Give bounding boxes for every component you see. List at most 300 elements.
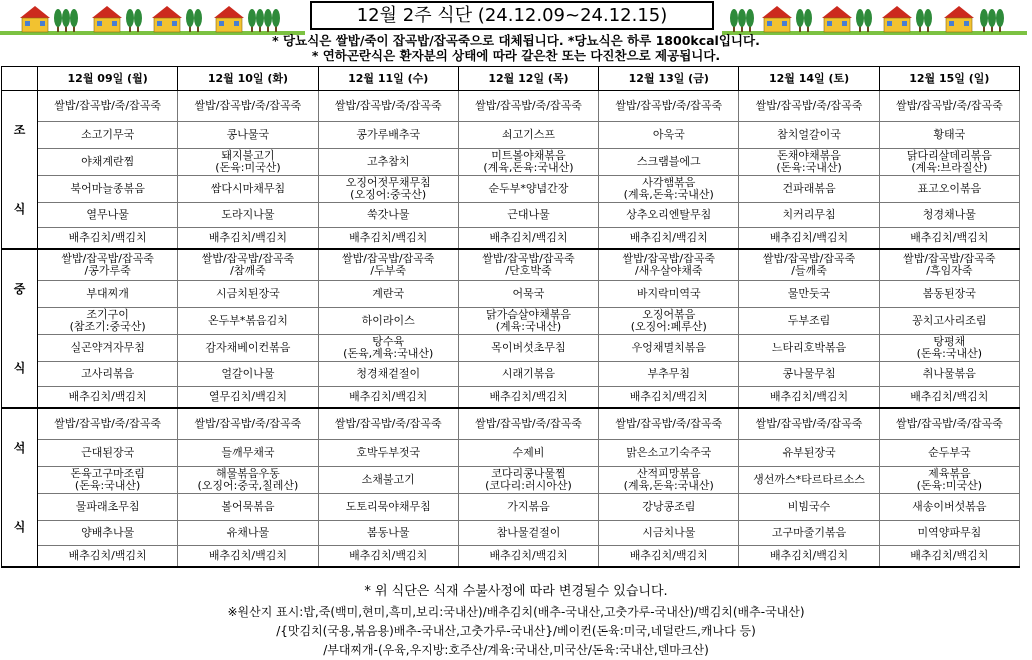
menu-item-text: 계란국	[372, 287, 405, 300]
house-icon	[882, 6, 912, 32]
menu-item-text: (코다리:러시아산)	[485, 479, 572, 492]
menu-item-text: 쌀밥/잡곡밥/잡곡죽	[341, 252, 435, 265]
day-header: 12월 12일 (목)	[458, 67, 598, 91]
menu-cell	[739, 149, 879, 176]
menu-cell	[178, 249, 318, 281]
menu-item-text: 쌀밥/잡곡밥/죽/잡곡죽	[755, 99, 863, 112]
meal-row	[2, 362, 1020, 387]
day-header: 12월 09일 (월)	[38, 67, 178, 91]
menu-item-text: 쌀밥/잡곡밥/죽/잡곡죽	[615, 417, 723, 430]
menu-cell	[739, 494, 879, 521]
meal-label	[2, 91, 38, 250]
menu-item-text: 부추무침	[647, 367, 691, 380]
menu-item-text: 상추오리엔탈무침	[626, 208, 712, 221]
menu-item-text: 시금치된장국	[216, 287, 280, 300]
tree-icon	[796, 9, 804, 32]
menu-cell	[739, 122, 879, 149]
meal-row	[2, 228, 1020, 250]
menu-cell	[178, 203, 318, 228]
menu-cell	[599, 494, 739, 521]
menu-item-text: 목이버섯초무침	[491, 341, 566, 354]
menu-item-text: 맑은소고기숙주국	[626, 446, 712, 459]
menu-item-text: 비빔국수	[787, 500, 831, 513]
menu-item-text: 쌀밥/잡곡밥/잡곡죽	[61, 252, 154, 265]
menu-item-text: (오징어:페루산)	[630, 320, 707, 333]
menu-item-text: 배추김치/백김치	[489, 231, 568, 244]
meal-label-top: 조	[13, 123, 26, 138]
menu-item-text: 쌀밥/잡곡밥/죽/잡곡죽	[895, 417, 1003, 430]
notice-diabetic: * 당뇨식은 쌀밥/죽이 잡곡밥/잡곡죽으로 대체됩니다. *당뇨식은 하루 1800kcal입니다.	[272, 33, 760, 48]
menu-cell	[599, 249, 739, 281]
menu-cell	[38, 521, 178, 546]
menu-cell	[318, 308, 458, 335]
menu-item-text: (돈육:미국산)	[916, 479, 983, 492]
menu-cell	[38, 91, 178, 122]
menu-item-text: 쇠고기스프	[501, 128, 556, 141]
menu-item-text: 참치얼갈이국	[777, 128, 841, 141]
menu-item-text: 쌀밥/잡곡밥/죽/잡곡죽	[334, 417, 442, 430]
house-icon	[92, 6, 122, 32]
menu-table	[1, 66, 1020, 568]
menu-item-text: 근대된장국	[81, 446, 135, 459]
menu-item-text: 소채불고기	[361, 473, 415, 486]
menu-item-text: 표고오이볶음	[917, 182, 982, 195]
menu-item-text: 새송이버섯볶음	[912, 500, 987, 513]
menu-item-text: 탕평채	[933, 335, 966, 348]
menu-item-text: 배추김치/백김치	[910, 549, 989, 562]
menu-item-text: 어묵국	[512, 287, 545, 300]
meal-row	[2, 91, 1020, 122]
house-icon	[762, 6, 792, 32]
menu-item-text: 쌀밥/잡곡밥/죽/잡곡죽	[334, 99, 442, 112]
menu-cell	[178, 467, 318, 494]
menu-item-text: 배추김치/백김치	[629, 549, 708, 562]
menu-item-text: 제육볶음	[928, 467, 971, 480]
menu-item-text: 봄동나물	[366, 526, 410, 539]
menu-item-text: 쌀밥/잡곡밥/죽/잡곡죽	[475, 99, 582, 112]
meal-row	[2, 281, 1020, 308]
menu-item-text: 물파래초무침	[75, 500, 140, 513]
house-icon	[822, 6, 852, 32]
menu-cell	[38, 362, 178, 387]
menu-cell	[879, 176, 1019, 203]
menu-item-text: 청경채나물	[922, 208, 976, 221]
menu-item-text: 콩나물무침	[782, 367, 836, 380]
tree-icon	[996, 9, 1004, 32]
menu-item-text: 배추김치/백김치	[68, 231, 147, 244]
menu-cell	[599, 362, 739, 387]
menu-item-text: 호박두부젓국	[356, 446, 421, 459]
menu-item-text: /참깨죽	[230, 264, 266, 277]
menu-item-text: (오징어:중국산)	[350, 188, 427, 201]
menu-item-text: 배추김치/백김치	[349, 390, 428, 403]
meal-label-top: 석	[13, 441, 26, 456]
menu-item-text: /단호박죽	[505, 264, 552, 277]
day-header: 12월 13일 (금)	[599, 67, 739, 91]
tree-icon	[194, 9, 202, 32]
menu-item-text: 얼갈이나물	[221, 367, 275, 380]
menu-cell	[178, 122, 318, 149]
menu-cell	[879, 281, 1019, 308]
menu-cell	[318, 149, 458, 176]
menu-cell	[318, 521, 458, 546]
menu-item-text: 콩가루배추국	[356, 128, 421, 141]
tree-icon	[988, 9, 996, 32]
menu-item-text: 참나물겉절이	[496, 526, 561, 539]
menu-cell	[458, 335, 598, 362]
menu-item-text: 쌀밥/잡곡밥/잡곡죽	[903, 252, 996, 265]
meal-row	[2, 387, 1020, 409]
menu-cell	[318, 335, 458, 362]
menu-item-text: 유채나물	[226, 526, 270, 539]
menu-item-text: 소고기무국	[81, 128, 135, 141]
menu-item-text: 청경채겉절이	[356, 367, 421, 380]
menu-cell	[458, 176, 598, 203]
meal-row	[2, 122, 1020, 149]
menu-cell	[38, 494, 178, 521]
menu-cell	[879, 149, 1019, 176]
menu-cell	[739, 335, 879, 362]
menu-cell	[458, 308, 598, 335]
menu-item-text: (돈육:국내산)	[74, 479, 141, 492]
menu-cell	[739, 203, 879, 228]
menu-item-text: 두부조림	[787, 314, 831, 327]
menu-cell	[458, 494, 598, 521]
tree-icon	[54, 9, 62, 32]
menu-cell	[739, 281, 879, 308]
menu-cell	[599, 546, 739, 568]
menu-cell	[38, 440, 178, 467]
menu-item-text: 사각햄볶음	[642, 176, 696, 189]
menu-item-text: 배추김치/백김치	[68, 549, 147, 562]
menu-cell	[879, 308, 1019, 335]
menu-item-text: 쌀밥/잡곡밥/잡곡죽	[201, 252, 295, 265]
menu-item-text: 닭다리살데리볶음	[906, 149, 992, 162]
day-header: 12월 11일 (수)	[318, 67, 458, 91]
menu-item-text: (계육:국내산)	[495, 320, 562, 333]
menu-cell	[318, 281, 458, 308]
meal-label	[2, 408, 38, 567]
menu-cell	[879, 335, 1019, 362]
menu-item-text: 시금치나물	[642, 526, 696, 539]
menu-cell	[318, 228, 458, 250]
menu-cell	[318, 203, 458, 228]
tree-icon	[62, 9, 70, 32]
menu-item-text: 배추김치/백김치	[770, 390, 849, 403]
menu-item-text: 황태국	[933, 128, 966, 141]
meal-row	[2, 521, 1020, 546]
menu-cell	[458, 228, 598, 250]
tree-icon	[730, 9, 738, 32]
menu-item-text: /새우살야채죽	[635, 264, 703, 277]
menu-item-text: (참조기:중국산)	[69, 320, 146, 333]
menu-item-text: 배추김치/백김치	[208, 549, 287, 562]
menu-cell	[458, 467, 598, 494]
meal-label-bottom: 식	[13, 201, 26, 216]
menu-item-text: 북어마늘종볶음	[70, 182, 145, 195]
menu-cell	[739, 308, 879, 335]
meal-row	[2, 149, 1020, 176]
menu-cell	[458, 440, 598, 467]
menu-item-text: 바지락미역국	[636, 287, 701, 300]
menu-cell	[599, 335, 739, 362]
menu-item-text: 닭가슴살야채볶음	[485, 308, 571, 321]
menu-cell	[178, 308, 318, 335]
tree-icon	[804, 9, 812, 32]
menu-item-text: 온두부*볶음김치	[207, 314, 288, 327]
menu-cell	[458, 122, 598, 149]
menu-item-text: 쑥갓나물	[366, 208, 410, 221]
tree-icon	[856, 9, 864, 32]
footer-origin-line: ※원산지 표시:밥,죽(백미,현미,흑미,보리:국내산)/배추김치(배추-국내산,고춧가루-국내산)/백김치(배추-국내산)	[227, 605, 805, 619]
tree-icon	[126, 9, 134, 32]
menu-cell	[739, 176, 879, 203]
menu-cell	[38, 122, 178, 149]
menu-item-text: 조기구이	[86, 308, 129, 321]
tree-icon	[248, 9, 256, 32]
notice-dysphagia: * 연하곤란식은 환자분의 상태에 따라 갈은찬 또는 다진찬으로 제공됩니다.	[311, 48, 721, 63]
menu-cell	[458, 362, 598, 387]
menu-item-text: 배추김치/백김치	[68, 390, 147, 403]
menu-cell	[599, 176, 739, 203]
menu-item-text: 스크램블에그	[636, 155, 701, 168]
menu-item-text: 치커리무침	[782, 208, 836, 221]
menu-item-text: 배추김치/백김치	[770, 231, 849, 244]
meal-row	[2, 176, 1020, 203]
menu-item-text: 미트볼야채볶음	[491, 149, 566, 162]
menu-item-text: 배추김치/백김치	[910, 231, 989, 244]
menu-cell	[178, 387, 318, 409]
menu-cell	[739, 249, 879, 281]
footer-origin-line: /부대찌개-(우육,우지방:호주산/계육:국내산,미국산/돈육:국내산,덴마크산)	[323, 643, 709, 657]
menu-item-text: 쌀밥/잡곡밥/죽/잡곡죽	[54, 417, 162, 430]
menu-item-text: (돈육:국내산)	[776, 161, 842, 174]
menu-cell	[178, 228, 318, 250]
menu-item-text: 쌀밥/잡곡밥/죽/잡곡죽	[54, 99, 162, 112]
menu-item-text: 쌀밥/잡곡밥/잡곡죽	[762, 252, 856, 265]
menu-item-text: 배추김치/백김치	[349, 231, 428, 244]
menu-cell	[458, 91, 598, 122]
menu-item-text: 부대찌개	[86, 287, 129, 300]
menu-item-text: 꽁치고사리조림	[912, 314, 987, 327]
menu-cell	[739, 362, 879, 387]
menu-item-text: /들깨죽	[791, 264, 827, 277]
meal-row	[2, 249, 1020, 281]
menu-item-text: (계육,돈육:국내산)	[623, 479, 714, 492]
menu-cell	[599, 149, 739, 176]
tree-icon	[256, 9, 264, 32]
menu-cell	[178, 362, 318, 387]
menu-cell	[599, 408, 739, 440]
menu-item-text: 배추김치/백김치	[208, 231, 287, 244]
menu-item-text: 배추김치/백김치	[489, 390, 568, 403]
meal-row	[2, 546, 1020, 568]
menu-cell	[38, 546, 178, 568]
menu-cell	[318, 362, 458, 387]
menu-cell	[879, 362, 1019, 387]
menu-item-text: 쌈다시마채무침	[210, 182, 286, 195]
menu-cell	[879, 494, 1019, 521]
menu-item-text: 봄동된장국	[922, 287, 976, 300]
menu-cell	[879, 546, 1019, 568]
tree-icon	[916, 9, 924, 32]
menu-cell	[739, 546, 879, 568]
menu-cell	[739, 521, 879, 546]
menu-item-text: 수제비	[512, 446, 545, 459]
menu-cell	[739, 440, 879, 467]
menu-item-text: 느타리호박볶음	[771, 341, 847, 354]
menu-cell	[318, 91, 458, 122]
menu-cell	[458, 249, 598, 281]
day-header: 12월 15일 (일)	[879, 67, 1019, 91]
menu-item-text: 가지볶음	[507, 500, 550, 513]
menu-item-text: 오징어볶음	[642, 308, 696, 321]
menu-cell	[178, 546, 318, 568]
menu-cell	[599, 203, 739, 228]
menu-item-text: 쌀밥/잡곡밥/잡곡죽	[622, 252, 715, 265]
menu-cell	[38, 308, 178, 335]
menu-cell	[458, 387, 598, 409]
menu-cell	[879, 387, 1019, 409]
menu-item-text: 배추김치/백김치	[629, 231, 708, 244]
menu-item-text: 배추김치/백김치	[349, 549, 428, 562]
menu-item-text: 고사리볶음	[81, 367, 135, 380]
menu-cell	[879, 203, 1019, 228]
menu-item-text: 양배추나물	[81, 526, 135, 539]
day-header-row	[2, 67, 1020, 91]
menu-item-text: 우엉채멸치볶음	[631, 341, 706, 354]
menu-item-text: 순두부*양념간장	[488, 182, 569, 195]
tree-icon	[272, 9, 280, 32]
menu-cell	[739, 408, 879, 440]
menu-cell	[38, 335, 178, 362]
menu-item-text: 산적피망볶음	[636, 467, 701, 480]
menu-item-text: 고구마줄기볶음	[771, 526, 847, 539]
menu-cell	[178, 440, 318, 467]
menu-cell	[458, 149, 598, 176]
menu-cell	[879, 91, 1019, 122]
menu-cell	[38, 387, 178, 409]
house-icon	[214, 6, 244, 32]
menu-cell	[879, 122, 1019, 149]
menu-item-text: 돈채야채볶음	[777, 149, 841, 162]
menu-cell	[318, 408, 458, 440]
menu-item-text: 코다리콩나물찜	[491, 467, 566, 480]
menu-cell	[318, 467, 458, 494]
menu-item-text: 야채계란찜	[81, 155, 135, 168]
menu-item-text: 쌀밥/잡곡밥/죽/잡곡죽	[475, 417, 582, 430]
menu-cell	[599, 440, 739, 467]
menu-cell	[739, 387, 879, 409]
menu-item-text: 열무나물	[86, 208, 129, 221]
meal-row	[2, 308, 1020, 335]
menu-item-text: 쌀밥/잡곡밥/죽/잡곡죽	[755, 417, 863, 430]
menu-item-text: 쌀밥/잡곡밥/잡곡죽	[482, 252, 575, 265]
menu-item-text: (돈육:미국산)	[215, 161, 281, 174]
menu-cell	[739, 91, 879, 122]
menu-item-text: 쌀밥/잡곡밥/죽/잡곡죽	[194, 417, 302, 430]
menu-item-text: 하이라이스	[361, 314, 415, 327]
menu-item-text: 쌀밥/잡곡밥/죽/잡곡죽	[194, 99, 302, 112]
menu-item-text: 도라지나물	[221, 208, 275, 221]
menu-item-text: (돈육,계육:국내산)	[343, 347, 434, 360]
menu-item-text: (돈육:국내산)	[916, 347, 983, 360]
meal-row	[2, 467, 1020, 494]
menu-item-text: 들깨무채국	[221, 446, 275, 459]
menu-item-text: /흑임자죽	[926, 264, 973, 277]
menu-cell	[879, 467, 1019, 494]
menu-item-text: 고추참치	[366, 155, 410, 168]
menu-item-text: 배추김치/백김치	[489, 549, 568, 562]
meal-row	[2, 440, 1020, 467]
meal-row	[2, 335, 1020, 362]
tree-icon	[186, 9, 194, 32]
menu-cell	[879, 440, 1019, 467]
menu-cell	[739, 228, 879, 250]
menu-cell	[599, 521, 739, 546]
menu-cell	[739, 467, 879, 494]
menu-cell	[879, 408, 1019, 440]
menu-cell	[458, 281, 598, 308]
menu-cell	[38, 408, 178, 440]
menu-item-text: 실곤약겨자무침	[70, 341, 145, 354]
menu-cell	[318, 494, 458, 521]
menu-cell	[879, 249, 1019, 281]
house-icon	[152, 6, 182, 32]
menu-item-text: 취나물볶음	[922, 367, 976, 380]
menu-cell	[879, 228, 1019, 250]
menu-item-text: 시래기볶음	[501, 367, 556, 380]
menu-cell	[458, 546, 598, 568]
menu-item-text: 돼지불고기	[221, 149, 275, 162]
tree-icon	[134, 9, 142, 32]
menu-cell	[458, 408, 598, 440]
menu-item-text: 볼어묵볶음	[221, 500, 275, 513]
menu-item-text: 열무김치/백김치	[208, 390, 287, 403]
menu-cell	[38, 176, 178, 203]
menu-cell	[318, 546, 458, 568]
menu-cell	[599, 387, 739, 409]
menu-cell	[879, 521, 1019, 546]
menu-item-text: 근대나물	[507, 208, 550, 221]
meal-row	[2, 494, 1020, 521]
tree-icon	[864, 9, 872, 32]
footer-change-notice: * 위 식단은 식재 수불사정에 따라 변경될수 있습니다.	[364, 584, 668, 599]
menu-item-text: 강낭콩조림	[642, 500, 696, 513]
menu-item-text: 쌀밥/잡곡밥/죽/잡곡죽	[615, 99, 723, 112]
menu-item-text: 콩나물국	[226, 128, 270, 141]
meal-label-top: 중	[13, 282, 26, 297]
menu-item-text: (계육:브라질산)	[911, 161, 988, 174]
menu-cell	[178, 408, 318, 440]
tree-icon	[746, 9, 754, 32]
menu-cell	[458, 521, 598, 546]
corner-cell	[2, 67, 38, 91]
menu-cell	[599, 308, 739, 335]
menu-item-text: 해물볶음우동	[216, 467, 280, 480]
menu-cell	[599, 228, 739, 250]
menu-item-text: 감자채베이컨볶음	[205, 341, 291, 354]
menu-cell	[178, 91, 318, 122]
menu-item-text: 아욱국	[652, 128, 685, 141]
menu-cell	[318, 387, 458, 409]
menu-cell	[458, 203, 598, 228]
meal-label	[2, 249, 38, 408]
menu-item-text: 배추김치/백김치	[910, 390, 989, 403]
menu-item-text: /콩가루죽	[84, 264, 131, 277]
menu-cell	[38, 281, 178, 308]
meal-row	[2, 203, 1020, 228]
